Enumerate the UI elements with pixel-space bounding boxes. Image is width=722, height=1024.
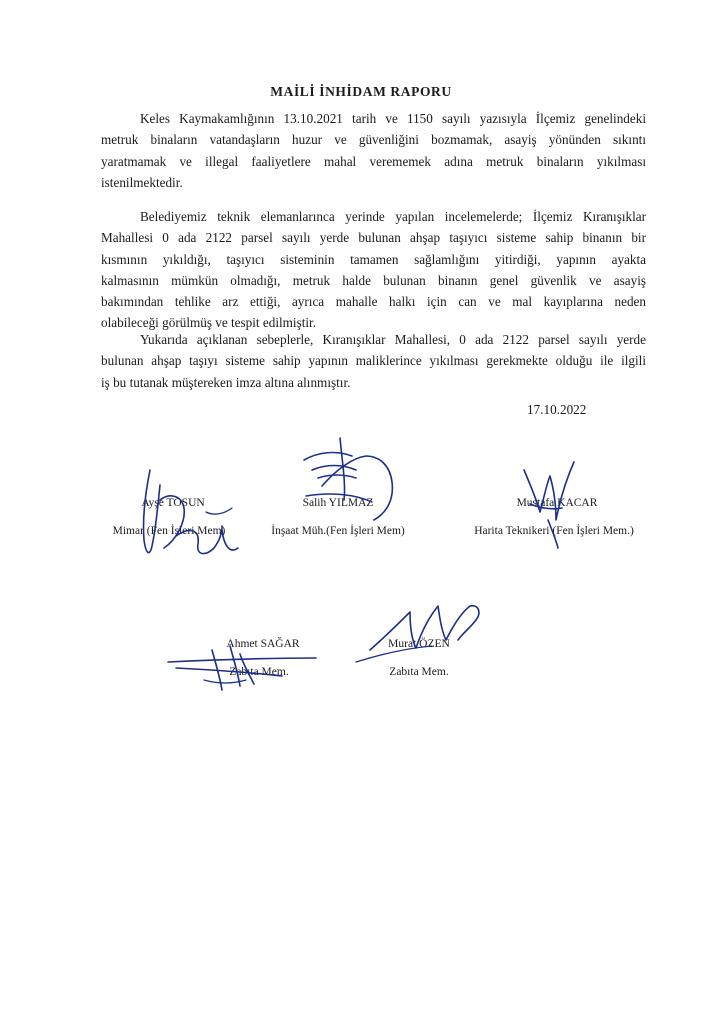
signatory-role: İnşaat Müh.(Fen İşleri Mem) [271,525,405,537]
signatory-role: Harita Teknikeri (Fen İşleri Mem.) [474,525,634,537]
signatory-name: Ayşe TOSUN [141,497,205,509]
signatory-name: Mustafa KACAR [516,497,598,509]
signature-murat-ozen [356,606,479,662]
document-title: MAİLİ İNHİDAM RAPORU [270,84,452,99]
paragraph-line: Yukarıda açıklanan sebeplerle, Kıranışıklar Mahallesi, 0 ada 2122 parsel sayılı yerde [140,332,646,347]
signatory-name: Ahmet SAĞAR [226,638,300,650]
signatory-role: Zabıta Mem. [389,666,449,678]
paragraph-line: Keles Kaymakamlığının 13.10.2021 tarih ve 1150 sayılı yazısıyla İlçemiz genelindeki [140,111,646,126]
signature-ayse-tosun [143,470,238,554]
signatory-role: Zabıta Mem. [229,666,289,678]
paragraph-line: kısmının yıkıldığı, taşıyıcı sisteminin tamamen sağlamlığını yitirdiği, yapının ayakta [101,251,646,267]
paragraph-line: kalmasının mümkün olmadığı, metruk halde bulunan binanın genel güvenlik ve asayiş [101,272,646,288]
paragraph-line: iş bu tutanak müştereken imza altına alınmıştır. [101,374,351,390]
paragraph-line: bakımından tehlike arz ettiği, ayrıca mahalle halkı için can ve mal kayıplarına neden [101,294,646,310]
report-date: 17.10.2022 [527,402,587,417]
signatory-role: Mimar (Fen İşleri Mem) [112,525,226,537]
signatory-name: Salih YILMAZ [302,497,374,509]
signatory-name: Murat ÖZEN [388,638,450,650]
paragraph-line: yaratmamak ve illegal faaliyetlere mahal verememek adına metruk binaların yıkılması [101,153,646,169]
paragraph-line: Belediyemiz teknik elemanlarınca yerinde yapılan incelemelerde; İlçemiz Kıranışıklar [140,209,646,224]
paragraph-line: olabileceği görülmüş ve tespit edilmiştir. [101,315,316,331]
paragraph-line: metruk binaların vatandaşların huzur ve güvenliğini bozmamak, asayiş yönünden sıkıntı [101,132,646,148]
paragraph-line: bulunan ahşap taşıyı sisteme sahip yapının maliklerince yıkılması gerekmekte olduğu ile ilgili [101,353,646,369]
paragraph-2 [101,206,646,334]
paragraph-3 [101,329,646,393]
paragraph-line: istenilmektedir. [101,174,183,190]
paragraph-line: Mahallesi 0 ada 2122 parsel sayılı yerde bulunan ahşap taşıyıcı sisteme sahip binanın bir [101,230,646,246]
paragraph-1 [101,108,646,193]
